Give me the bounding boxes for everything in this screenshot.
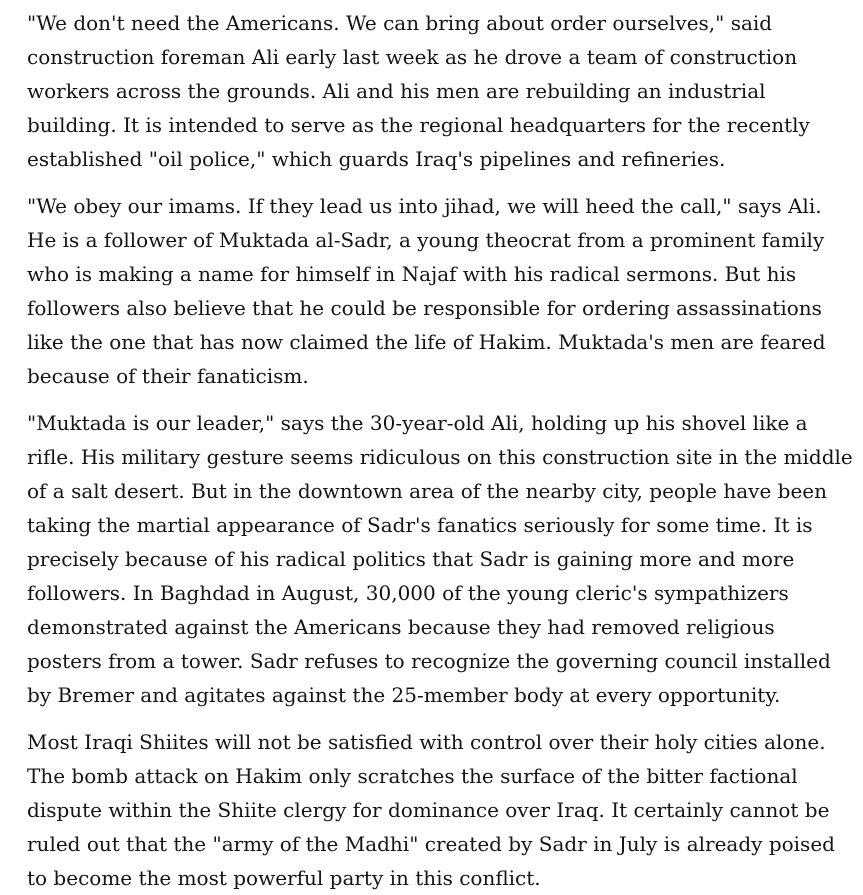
article-paragraph: "We obey our imams. If they lead us into jihad, we will heed the call," says Ali. He is a follower of Muktada al-Sadr, a young theocrat from a prominent family who is making a name for himself in Najaf with his radical sermons. But his followers also believe that he could be responsible for ordering assassinations like the one that has now claimed the life of Hakim. Muktada's men are feared because of their fanaticism.	[27, 194, 826, 388]
article-paragraph: "We don't need the Americans. We can bring about order ourselves," said construction foreman Ali early last week as he drove a team of construction workers across the grounds. Ali and his men are rebuilding an industrial building. It is intended to serve as the regional headquarters for the recently established "oil police," which guards Iraq's pipelines and refineries.	[27, 11, 810, 171]
article-paragraph: "Muktada is our leader," says the 30-year-old Ali, holding up his shovel like a rifle. His military gesture seems ridiculous on this construction site in the middle of a salt desert. But in the downtown area of the nearby city, people have been taking the martial appearance of Sadr's fanatics seriously for some time. It is precisely because of his radical politics that Sadr is gaining more and more followers. In Baghdad in August, 30,000 of the young cleric's sympathizers demonstrated against the Americans because they had removed religious posters from a tower. Sadr refuses to recognize the governing council installed by Bremer and agitates against the 25-member body at every opportunity.	[27, 411, 853, 707]
article-paragraph: Most Iraqi Shiites will not be satisfied with control over their holy cities alone. The bomb attack on Hakim only scratches the surface of the bitter factional dispute within the Shiite clergy for dominance over Iraq. It certainly cannot be ruled out that the "army of the Madhi" created by Sadr in July is already poised to become the most powerful party in this conflict.	[27, 730, 835, 890]
